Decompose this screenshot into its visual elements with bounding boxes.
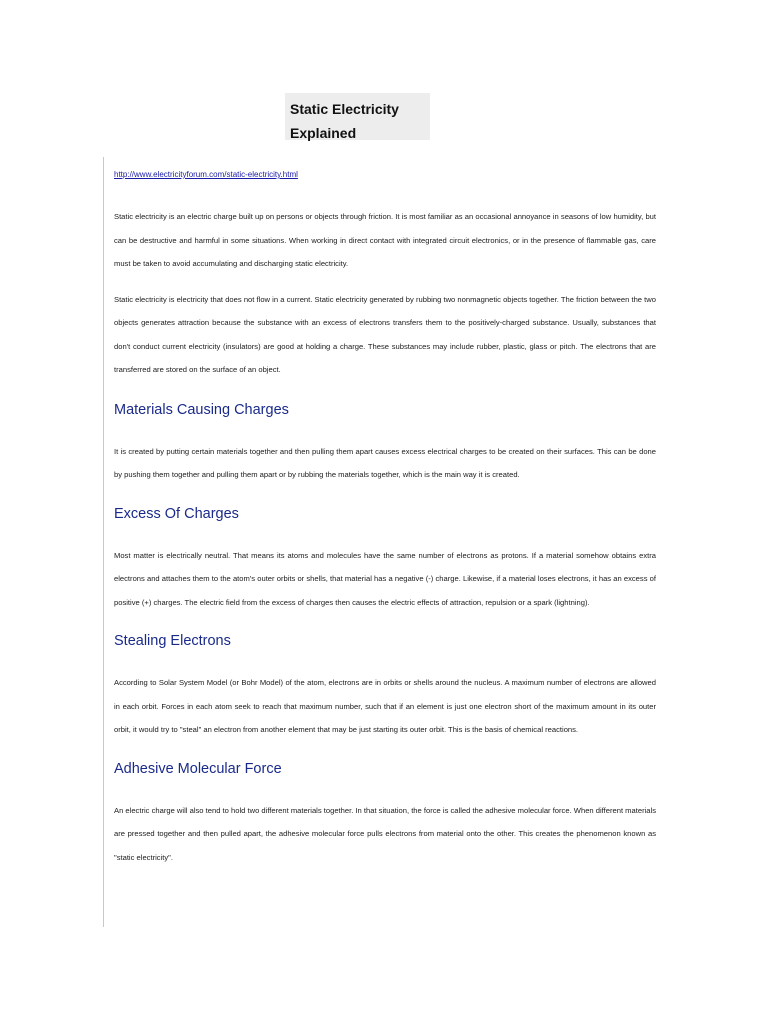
section-heading: Excess Of Charges [114, 505, 239, 522]
section-paragraph: An electric charge will also tend to hold two different materials together. In that situation, the force is called the adhesive molecular force. When different materials are pressed together and then pulled apart, the adhesive molecular force pulls electrons from material onto the other. This creates the phenomenon known as "static electricity". [114, 805, 656, 862]
section-paragraph: Most matter is electrically neutral. That means its atoms and molecules have the same number of electrons as protons. If a material somehow obtains extra electrons and attaches them to the atom's outer orbits or shells, that material has a negative (-) charge. Likewise, if a material loses electrons, it has an excess of positive (+) charges. The electric field from the excess of charges then causes the electric effects of attraction, repulsion or a spark (lightning). [114, 550, 656, 607]
section-materials-causing-charges [114, 400, 656, 487]
left-margin-rule [103, 157, 104, 927]
section-excess-of-charges [114, 504, 656, 615]
document-body [114, 168, 656, 881]
title-line-1: Static Electricity [290, 101, 399, 117]
section-heading: Materials Causing Charges [114, 401, 289, 418]
section-stealing-electrons [114, 631, 656, 742]
section-paragraph: According to Solar System Model (or Bohr Model) of the atom, electrons are in orbits or shells around the nucleus. A maximum number of electrons are allowed in each orbit. Forces in each atom seek to reach that maximum number, such that if an element is just one electron short of the maximum amount in its outer orbit, it would try to "steal" an electron from another element that may be just starting its outer orbit. This is the basis of chemical reactions. [114, 678, 656, 734]
intro-paragraph-1: Static electricity is an electric charge built up on persons or objects through friction. It is most familiar as an occasional annoyance in seasons of low humidity, but can be destructive and harmful in some situations. When working in direct contact with integrated circuit electronics, or in the presence of flammable gas, care must be taken to avoid accumulating and discharging static electricity. [114, 212, 656, 268]
title-line-2: Explained [290, 125, 357, 141]
source-link[interactable]: http://www.electricityforum.com/static-electricity.html [114, 170, 298, 179]
section-heading: Stealing Electrons [114, 633, 231, 649]
section-paragraph: It is created by putting certain materials together and then pulling them apart causes excess electrical charges to be created on their surfaces. This can be done by pushing them together and pulling them apart or by rubbing the materials together, which is the main way it is created. [114, 446, 656, 479]
section-heading: Adhesive Molecular Force [114, 760, 282, 777]
document-title [285, 93, 430, 140]
section-adhesive-molecular-force [114, 759, 656, 870]
intro-paragraph-2: Static electricity is electricity that does not flow in a current. Static electricity generated by rubbing two nonmagnetic objects together. The friction between the two objects generates attraction because the substance with an excess of electrons transfers them to the positively-charged substance. Usually, substances that don't conduct current electricity (insulators) are good at holding a charge. These substances may include rubber, plastic, glass or pitch. The electrons that are transferred are stored on the surface of an object. [114, 294, 656, 374]
